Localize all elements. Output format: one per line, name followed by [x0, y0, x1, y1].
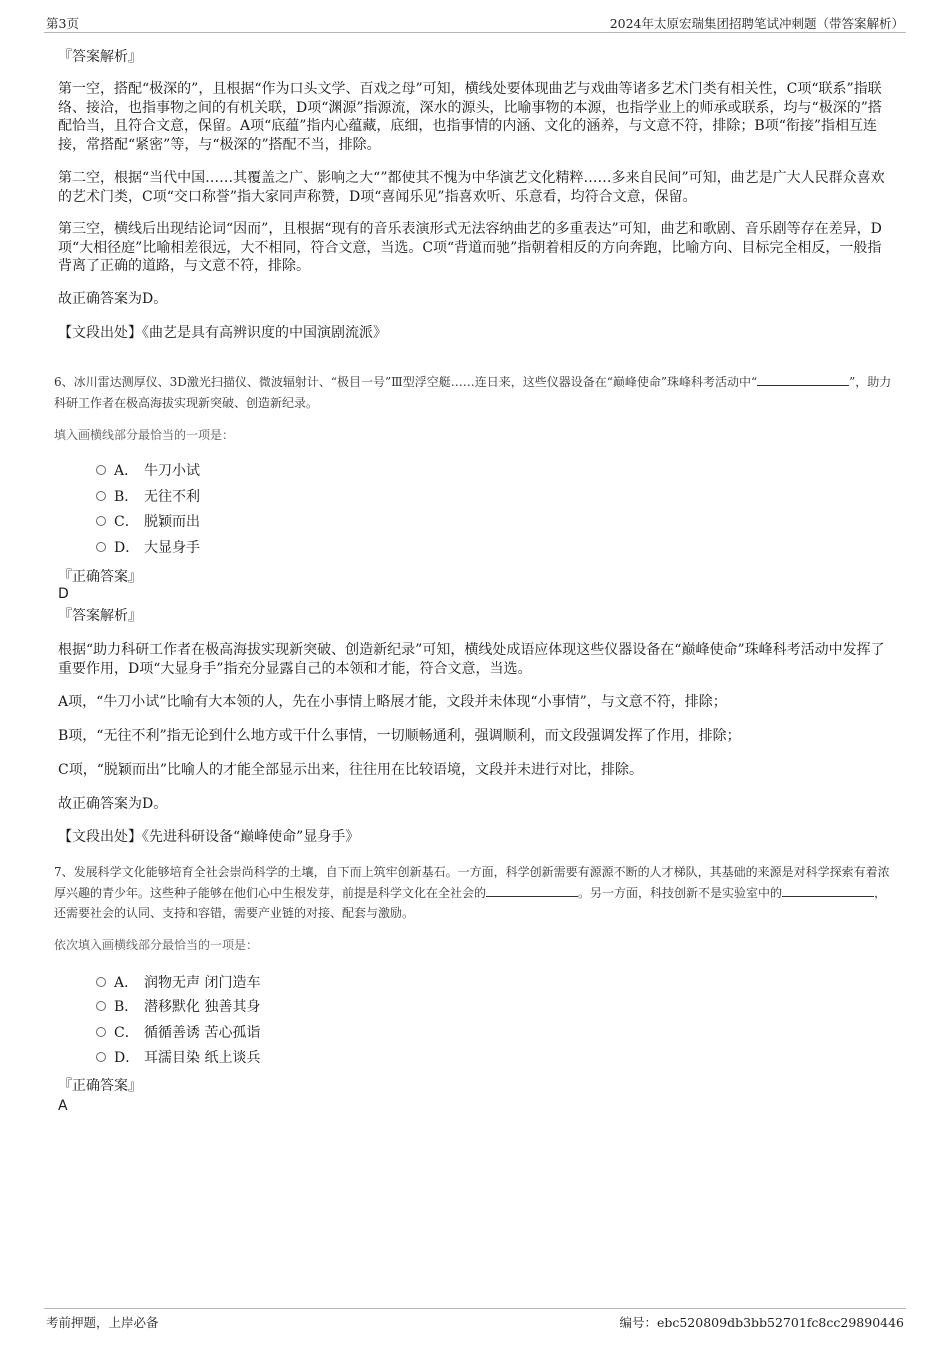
- correct-answer-title: 『正确答案』: [58, 569, 142, 585]
- question-text: 7、发展科学文化能够培育全社会崇尚科学的土壤，自下而上筑牢创新基石。一方面，科学创新需要有源源不断的人才梯队，其基础的来源是对科学探索有着浓厚兴趣的青少年。这些种子能够在他们心中生根发芽，前提是科学文化在全社会的: [54, 865, 890, 900]
- analysis-title: 『答案解析』: [58, 49, 142, 65]
- option-letter: B．: [114, 999, 139, 1015]
- option-letter: B．: [114, 489, 139, 505]
- q7-option-a[interactable]: [96, 973, 260, 993]
- analysis-paragraph: 第三空，横线后出现结论词“因而”，且根据“现有的音乐表演形式无法容纳曲艺的多重表达”可知，曲艺和歌剧、音乐剧等存在差异，D项“大相径庭”比喻相差很远，大不相同，符合文意，当选。C项“背道而驰”指朝着相反的方向奔跑，比喻方向、目标完全相反，一般指背离了正确的道路，与文意不符，排除。: [58, 221, 882, 274]
- correct-answer: A: [58, 1098, 68, 1114]
- analysis-paragraph: B项，“无往不利”指无论到什么地方或干什么事情，一切顺畅通利，强调顺利，而文段强调发挥了作用，排除；: [58, 728, 741, 744]
- radio-button-icon[interactable]: [96, 1001, 106, 1011]
- source-citation: 【文段出处】《曲艺是具有高辨识度的中国演剧流派》: [58, 325, 387, 341]
- option-text: 脱颖而出: [144, 514, 200, 530]
- source-citation: 【文段出处】《先进科研设备“巅峰使命”显身手》: [58, 829, 360, 845]
- q6-option-a[interactable]: [96, 461, 200, 481]
- analysis-paragraph: 第二空，根据“当代中国……其覆盖之广、影响之大“”都使其不愧为中华演艺文化精粹……多来自民间”可知，曲艺是广大人民群众喜欢的艺术门类，C项“交口称誉”指大家同声称赞，D项“喜闻乐见”指喜欢听、乐意看，均符合文意，保留。: [58, 170, 885, 205]
- option-text: 潜移默化 独善其身: [144, 999, 261, 1015]
- analysis-paragraph: C项，“脱颖而出”比喻人的才能全部显示出来，往往用在比较语境，文段并未进行对比，排除。: [58, 762, 644, 778]
- correct-answer-title: 『正确答案』: [58, 1078, 142, 1094]
- option-text: 耳濡目染 纸上谈兵: [144, 1050, 261, 1066]
- radio-button-icon[interactable]: [96, 1052, 106, 1062]
- answer-conclusion: 故正确答案为D。: [58, 291, 168, 307]
- option-text: 循循善诱 苦心孤诣: [144, 1025, 261, 1041]
- question-text: 6、冰川雷达测厚仪、3D激光扫描仪、微波辐射计、“极目一号”Ⅲ型浮空艇……连日来，这些仪器设备在“巅峰使命”珠峰科考活动中“: [54, 375, 758, 389]
- analysis-title: 『答案解析』: [58, 608, 142, 624]
- question-6-stem: [54, 372, 896, 413]
- analysis-paragraph: 根据“助力科研工作者在极高海拔实现新突破、创造新纪录”可知，横线处成语应体现这些仪器设备在“巅峰使命”珠峰科考活动中发挥了重要作用，D项“大显身手”指充分显露自己的本领和才能，符合文意，当选。: [58, 642, 885, 677]
- document-title: 2024年太原宏瑞集团招聘笔试冲刺题（带答案解析）: [609, 16, 904, 31]
- answer-conclusion: 故正确答案为D。: [58, 796, 168, 812]
- option-text: 牛刀小试: [144, 463, 200, 479]
- footer-divider: [44, 1308, 906, 1309]
- header-divider: [44, 32, 906, 33]
- radio-button-icon[interactable]: [96, 1027, 106, 1037]
- fill-blank: [757, 373, 849, 386]
- radio-button-icon[interactable]: [96, 465, 106, 475]
- question-text: ”，助力科研工作者在极高海拔实现新突破、创造新纪录。: [54, 375, 892, 410]
- option-letter: A．: [114, 463, 139, 479]
- footer-slogan: 考前押题，上岸必备: [46, 1315, 159, 1330]
- option-letter: D．: [114, 540, 140, 556]
- question-text: ，还需要社会的认同、支持和容错，需要产业链的对接、配套与激励。: [54, 885, 887, 920]
- radio-button-icon[interactable]: [96, 516, 106, 526]
- question-7-stem: [54, 862, 896, 924]
- fill-blank: [782, 884, 874, 897]
- option-text: 润物无声 闭门造车: [144, 975, 261, 991]
- option-text: 大显身手: [144, 540, 200, 556]
- q7-option-d[interactable]: [96, 1048, 260, 1068]
- page-number: 第3页: [46, 16, 79, 31]
- radio-button-icon[interactable]: [96, 491, 106, 501]
- q6-option-b[interactable]: [96, 487, 200, 507]
- q6-option-d[interactable]: [96, 538, 200, 558]
- question-7-prompt: 依次填入画横线部分最恰当的一项是：: [54, 938, 259, 952]
- radio-button-icon[interactable]: [96, 542, 106, 552]
- radio-button-icon[interactable]: [96, 977, 106, 987]
- question-6-prompt: 填入画横线部分最恰当的一项是：: [54, 428, 235, 442]
- q7-option-b[interactable]: [96, 997, 260, 1017]
- option-letter: A．: [114, 975, 139, 991]
- analysis-paragraph: 第一空，搭配“极深的”，且根据“作为口头文学、百戏之母”可知，横线处要体现曲艺与戏曲等诸多艺术门类有相关性，C项“联系”指联络、接洽，也指事物之间的有机关联，D项“渊源”指源流，深水的源头，比喻事物的本源，也指学业上的师承或联系，均与“极深的”搭配恰当，且符合文意，保留。A项“底蕴”指内心蕴藏，底细，也指事情的内涵、文化的涵养，与文意不符，排除；B项“衔接”指相互连接，常搭配“紧密”等，与“极深的”搭配不当，排除。: [58, 81, 882, 153]
- q6-option-c[interactable]: [96, 512, 200, 532]
- fill-blank: [486, 884, 578, 897]
- option-letter: D．: [114, 1050, 140, 1066]
- correct-answer: D: [58, 586, 69, 602]
- document-code: 编号：ebc520809db3bb52701fc8cc29890446: [619, 1315, 904, 1330]
- option-letter: C．: [114, 514, 139, 530]
- analysis-paragraph: A项，“牛刀小试”比喻有大本领的人，先在小事情上略展才能，文段并未体现“小事情”，与文意不符，排除；: [58, 694, 727, 710]
- q7-option-c[interactable]: [96, 1023, 260, 1043]
- question-text: 。另一方面，科技创新不是实验室中的: [578, 885, 783, 900]
- option-letter: C．: [114, 1025, 139, 1041]
- option-text: 无往不利: [144, 489, 200, 505]
